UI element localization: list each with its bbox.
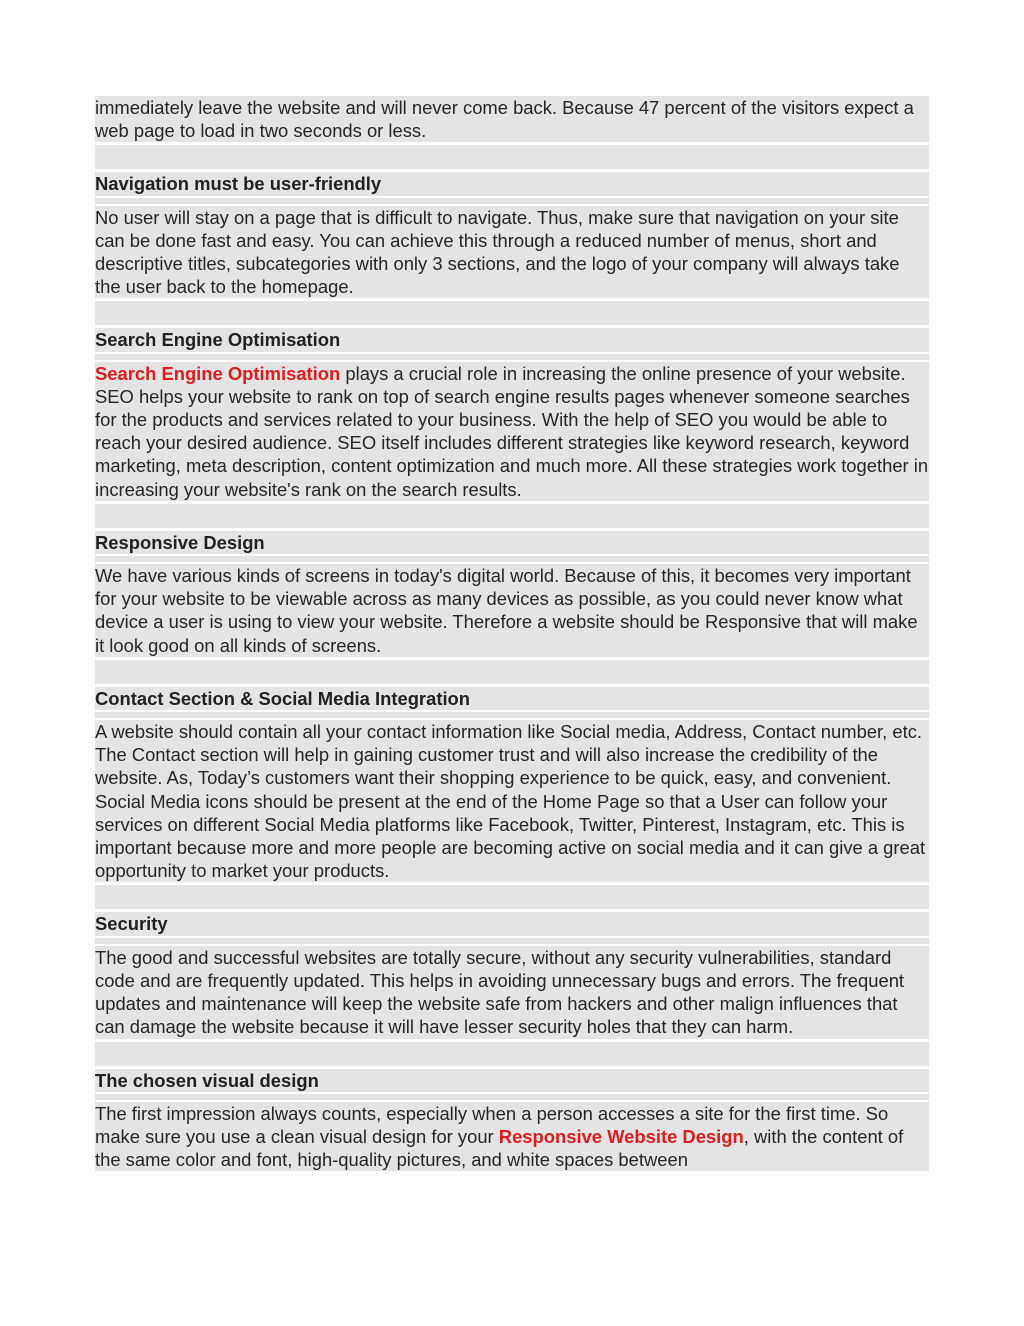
responsive-website-design-link[interactable]: Responsive Website Design (498, 1125, 744, 1147)
section-divider (95, 1092, 929, 1102)
section-security (95, 912, 929, 935)
security-body-text: The good and successful websites are totally secure, without any security vulnerabilities, standard code and are frequently updated. This helps in avoiding unnecessary bugs and errors. The frequent updates and maintenance will keep the website safe from hackers and other malign influences that can damage the website because it will have lesser security holes that they can harm. (95, 946, 905, 1038)
intro-paragraph (95, 96, 929, 142)
section-body-security (95, 946, 929, 1039)
section-body-seo (95, 362, 929, 501)
section-body-responsive (95, 564, 929, 657)
section-divider (95, 554, 929, 564)
section-heading-contact: Contact Section & Social Media Integration (95, 687, 471, 709)
section-divider (95, 298, 929, 328)
intro-text: immediately leave the website and will never come back. Because 47 percent of the visitors expect a web page to load in two seconds or less. (95, 97, 914, 142)
section-divider (95, 657, 929, 687)
section-seo (95, 328, 929, 351)
section-heading-navigation: Navigation must be user-friendly (95, 173, 382, 195)
contact-body-text: A website should contain all your contact information like Social media, Address, Contact number, etc. The Contact section will help in gaining customer trust and will also increase the credibility of the website. As, Today’s customers want their shopping experience to be quick, easy, and convenient. Social Media icons should be present at the end of the Home Page so that a User can follow your services on different Social Media platforms like Facebook, Twitter, Pinterest, Instagram, etc. This is important because more and more people are becoming active on social media and it can give a great opportunity to market your products. (95, 721, 926, 882)
visual-body-paragraph (95, 1102, 929, 1172)
navigation-body-text: No user will stay on a page that is difficult to navigate. Thus, make sure that navigation on your site can be done fast and easy. You can achieve this through a reduced number of menus, short and descriptive titles, subcategories with only 3 sections, and the logo of your company will always take the user back to the homepage. (95, 206, 900, 298)
visual-body-text-end: , with the content of the same color and font, high-quality pictures, and white spaces between (95, 1125, 904, 1171)
section-body-visual (95, 1102, 929, 1172)
section-body-navigation (95, 206, 929, 299)
section-responsive (95, 531, 929, 554)
section-divider (95, 882, 929, 912)
section-divider (95, 936, 929, 946)
seo-link[interactable]: Search Engine Optimisation (95, 362, 341, 384)
document-page (95, 96, 929, 1171)
seo-body-paragraph (95, 362, 929, 501)
section-navigation (95, 172, 929, 195)
section-contact (95, 687, 929, 710)
section-heading-visual: The chosen visual design (95, 1069, 319, 1091)
section-divider (95, 352, 929, 362)
seo-body-text: plays a crucial role in increasing the online presence of your website. SEO helps your website to rank on top of search engine results pages whenever someone searches for the products and services related to your business. With the help of SEO you would be able to reach your desired audience. SEO itself includes different strategies like keyword research, keyword marketing, meta description, content optimization and much more. All these strategies work together in increasing your website's rank on the search results. (95, 362, 929, 500)
section-heading-security: Security (95, 913, 168, 935)
section-visual (95, 1069, 929, 1092)
section-body-contact (95, 720, 929, 882)
section-divider (95, 196, 929, 206)
section-divider (95, 501, 929, 531)
section-heading-responsive: Responsive Design (95, 531, 265, 553)
section-divider (95, 710, 929, 720)
section-heading-seo: Search Engine Optimisation (95, 329, 341, 351)
section-divider (95, 1039, 929, 1069)
section-divider (95, 142, 929, 172)
responsive-body-text: We have various kinds of screens in today's digital world. Because of this, it becomes very important for your website to be viewable across as many devices as possible, as you could never know what device a user is using to view your website. Therefore a website should be Responsive that will make it look good on all kinds of screens. (95, 565, 918, 656)
visual-body-text-start: The first impression always counts, especially when a person accesses a site for the first time. So make sure you use a clean visual design for your (95, 1102, 889, 1147)
